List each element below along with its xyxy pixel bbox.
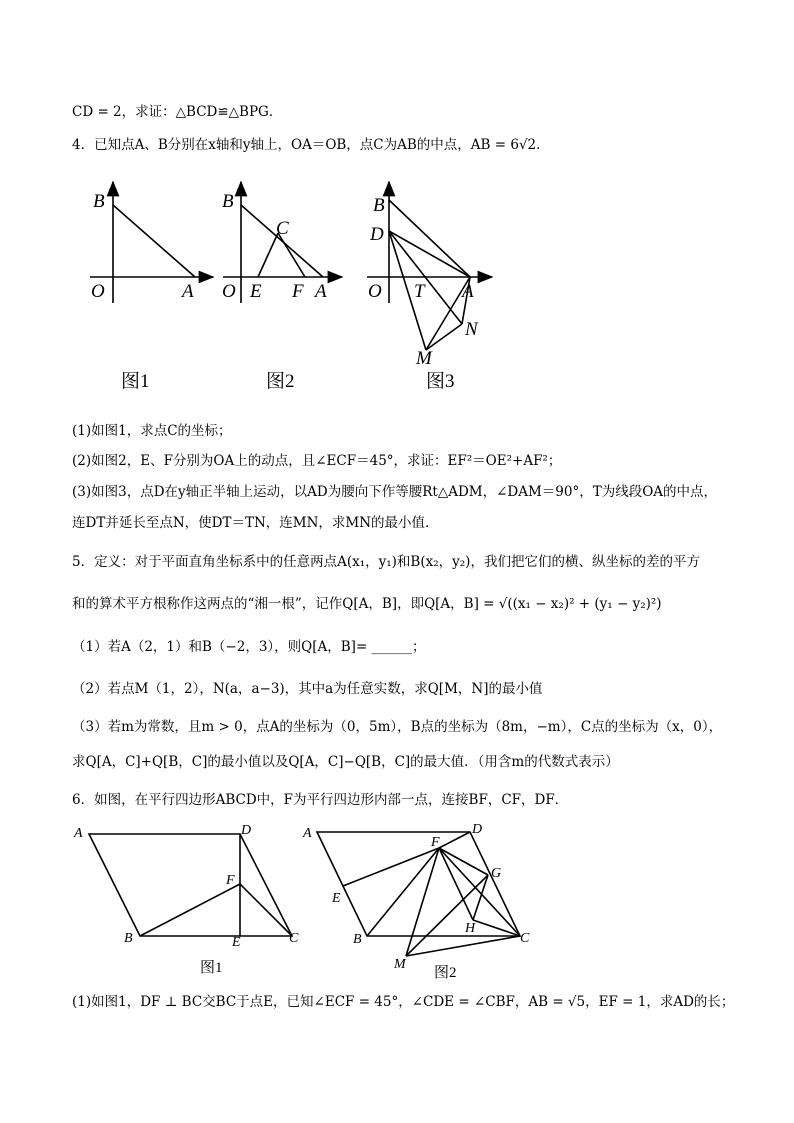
label-D: D (241, 823, 252, 838)
problem-5-part-3-cont: 求Q[A，C]+Q[B，C]的最小值以及Q[A，C]−Q[B，C]的最大值．（用含m的代数式表示） (72, 754, 619, 770)
figure-caption: 图2 (434, 965, 457, 981)
label-H: H (465, 921, 476, 936)
label-N: N (465, 319, 478, 340)
label-A: A (315, 281, 327, 302)
problem-6-part-1: (1)如图1，DF ⊥ BC交BC于点E，已知∠ECF = 45°，∠CDE = ∠CBF，AB = √5，EF = 1，求AD的长； (72, 994, 735, 1010)
label-C: C (289, 931, 299, 946)
label-F: F (292, 281, 304, 302)
label-G: G (491, 866, 502, 881)
figure-caption: 图1 (121, 371, 150, 390)
label-M: M (416, 348, 432, 369)
label-D: D (370, 224, 384, 245)
figure-caption: 图2 (266, 371, 295, 390)
figure-3-construction (362, 178, 497, 393)
label-O: O (368, 281, 382, 302)
problem-5-part-1: （1）若A（2，1）和B（−2，3），则Q[A，B]= ______； (72, 639, 426, 655)
label-O: O (222, 281, 236, 302)
figure-caption: 图1 (200, 960, 223, 976)
figure-6-1-parallelogram (70, 820, 305, 980)
problem-4-part-3-cont: 连DT并延长至点N，使DT＝TN，连MN，求MN的最小值． (72, 515, 439, 531)
problem-4-statement: 4．已知点A、B分别在x轴和y轴上，OA＝OB，点C为AB的中点，AB = 6√2． (72, 137, 550, 153)
label-A: A (462, 281, 474, 302)
problem-6-statement: 6．如图，在平行四边形ABCD中，F为平行四边形内部一点，连接BF，CF，DF． (72, 792, 569, 808)
problem-4-part-3: (3)如图3，点D在y轴正半轴上运动，以AD为腰向下作等腰Rt△ADM，∠DAM＝90°，T为线段OA的中点， (72, 484, 718, 500)
problem-4-part-2: (2)如图2，E、F分别为OA上的动点，且∠ECF＝45°，求证：EF²＝OE²+AF²； (72, 453, 562, 469)
label-C: C (520, 931, 530, 946)
label-B: B (124, 931, 133, 946)
label-D: D (472, 822, 483, 837)
label-C: C (276, 218, 289, 239)
figure-6-2-parallelogram (300, 820, 540, 985)
label-F: F (226, 873, 235, 888)
label-B: B (93, 191, 105, 212)
problem-5-part-3: （3）若m为常数，且m > 0，点A的坐标为（0，5m），B点的坐标为（8m，−m），C点的坐标为（x，0）， (72, 719, 723, 735)
label-E: E (250, 281, 262, 302)
label-M: M (394, 957, 406, 972)
figure-1-triangle (85, 178, 220, 390)
problem-5-definition: 5．定义：对于平面直角坐标系中的任意两点A(x₁，y₁)和B(x₂，y₂)，我们把它们的横、纵坐标的差的平方 (72, 554, 700, 570)
label-F: F (431, 835, 440, 850)
label-E: E (332, 891, 341, 906)
figure-caption: 图3 (426, 371, 455, 392)
label-O: O (91, 281, 105, 302)
label-A: A (182, 281, 194, 302)
label-B: B (373, 195, 385, 216)
problem-4-part-1: (1)如图1，求点C的坐标； (72, 423, 232, 439)
problem-5-part-2: （2）若点M（1，2），N(a，a−3)，其中a为任意实数，求Q[M，N]的最小值 (72, 681, 543, 697)
label-E: E (232, 935, 241, 950)
text-line-cd-proof: CD = 2，求证：△BCD≌△BPG． (72, 104, 283, 120)
problem-5-formula: 和的算术平方根称作这两点的“湘一根”，记作Q[A，B]，即Q[A，B] = √((x₁ − x₂)² + (y₁ − y₂)²) (72, 596, 662, 612)
label-T: T (414, 281, 425, 302)
label-B: B (222, 191, 234, 212)
figure-2-triangle (218, 178, 348, 390)
label-A: A (74, 826, 83, 841)
label-B: B (353, 932, 362, 947)
label-A: A (303, 826, 312, 841)
